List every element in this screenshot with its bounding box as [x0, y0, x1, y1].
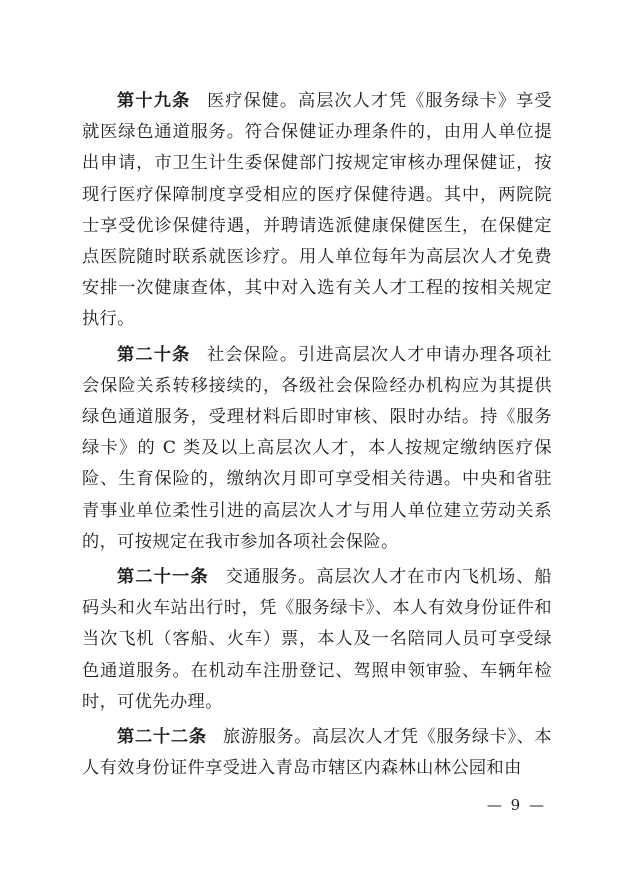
article-heading: 第二十条: [117, 344, 191, 365]
article-heading: 第二十一条: [117, 567, 209, 588]
article-22: [82, 722, 552, 784]
article-heading: 第十九条: [117, 91, 191, 111]
article-text: 交通服务。高层次人才在市内飞机场、船码头和火车站出行时，凭《服务绿卡》、本人有效身份证件和当次飞机（客船、火车）票，本人及一名陪同人员可享受绿色通道服务。在机动车注册登记、驾照申领审验、车辆年检时，可优先办理。: [82, 567, 552, 712]
page-number: — 9 —: [486, 796, 546, 814]
article-20: [82, 340, 552, 558]
article-text: 医疗保健。高层次人才凭《服务绿卡》享受就医绿色通道服务。符合保健证办理条件的，由用人单位提出申请，市卫生计生委保健部门按规定审核办理保健证，按现行医疗保障制度享受相应的医疗保健待遇。其中，两院院士享受优诊保健待遇，并聘请选派健康保健医生，在保健定点医院随时联系就医诊疗。用人单位每年为高层次人才免费安排一次健康查体，其中对入选有关人才工程的按相关规定执行。: [82, 91, 552, 330]
article-text: 社会保险。引进高层次人才申请办理各项社会保险关系转移接续的，各级社会保险经办机构应为其提供绿色通道服务，受理材料后即时审核、限时办结。持《服务绿卡》的 C 类及以上高层次人才，本人按规定缴纳医疗保险、生育保险的，缴纳次月即可享受相关待遇。中央和省驻青事业单位柔性引进的高层次人才与用人单位建立劳动关系的，可按规定在我市参加各项社会保险。: [82, 344, 552, 552]
article-21: [82, 562, 552, 718]
article-text: 旅游服务。高层次人才凭《服务绿卡》、本人有效身份证件享受进入青岛市辖区内森林山林公园和由: [82, 727, 552, 779]
article-heading: 第二十二条: [117, 727, 207, 748]
document-body: [82, 86, 552, 788]
article-19: [82, 86, 552, 336]
